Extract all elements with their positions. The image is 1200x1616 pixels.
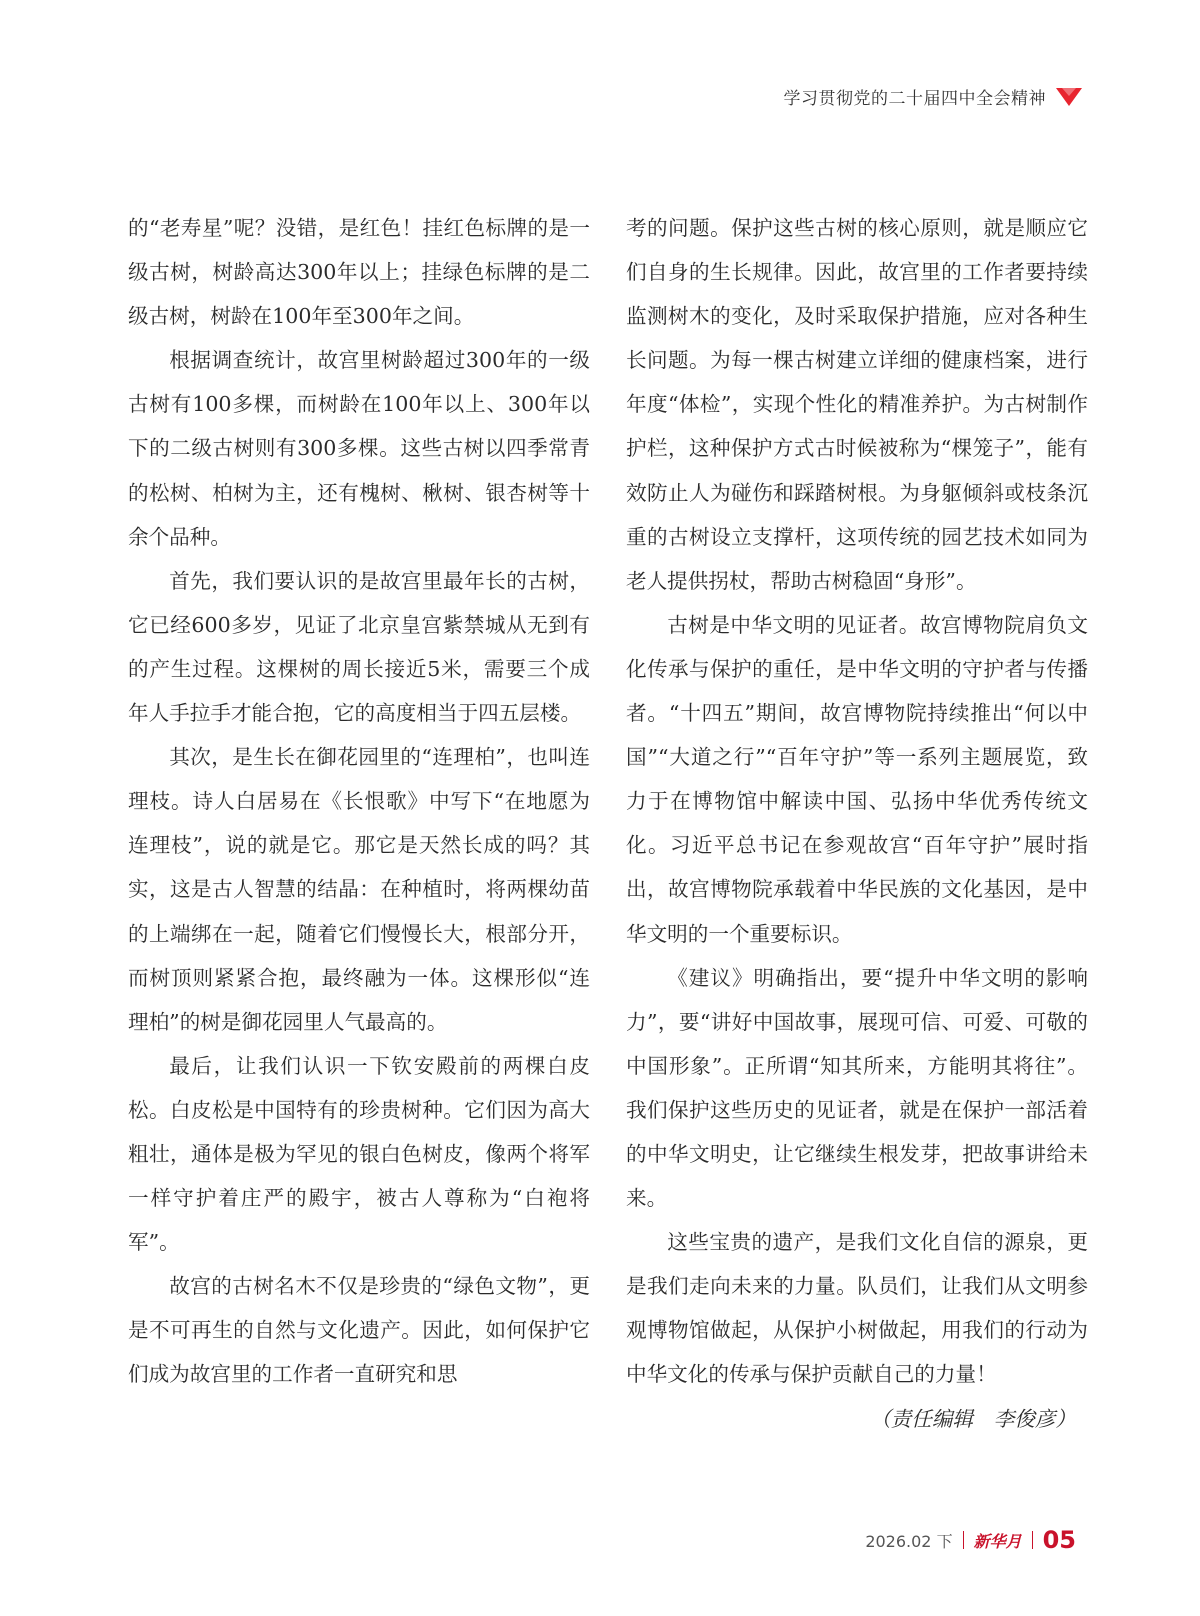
paragraph: 最后，让我们认识一下钦安殿前的两棵白皮松。白皮松是中国特有的珍贵树种。它们因为高大粗壮，通体是极为罕见的银白色树皮，像两个将军一样守护着庄严的殿宇，被古人尊称为“白袍将军”。 bbox=[128, 1053, 590, 1255]
issue-date: 2026.02 下 bbox=[865, 1531, 953, 1551]
paragraph: 根据调查统计，故宫里树龄超过300年的一级古树有100多棵，而树龄在100年以上、300年以下的二级古树则有300多棵。这些古树以四季常青的松树、柏树为主，还有槐树、楸树、银杏树等十余个品种。 bbox=[128, 348, 590, 549]
page-number: 05 bbox=[1042, 1526, 1076, 1554]
magazine-logo: 新华月 bbox=[973, 1531, 1022, 1551]
page-footer bbox=[865, 1526, 1076, 1554]
paragraph: 《建议》明确指出，要“提升中华文明的影响力”，要“讲好中国故事，展现可信、可爱、可敬的中国形象”。正所谓“知其所来，方能明其将往”。我们保护这些历史的见证者，就是在保护一部活着的中华文明史，让它继续生根发芽，把故事讲给未来。 bbox=[626, 965, 1088, 1211]
section-title: 学习贯彻党的二十届四中全会精神 bbox=[783, 89, 1046, 109]
paragraph: 古树是中华文明的见证者。故宫博物院肩负文化传承与保护的重任，是中华文明的守护者与传播者。“十四五”期间，故宫博物院持续推出“何以中国”“大道之行”“百年守护”等一系列主题展览，致力于在博物馆中解读中国、弘扬中华优秀传统文化。习近平总书记在参观故宫“百年守护”展时指出，故宫博物院承载着中华民族的文化基因，是中华文明的一个重要标识。 bbox=[626, 612, 1088, 946]
left-column bbox=[128, 206, 590, 1397]
footer-divider bbox=[963, 1531, 964, 1549]
paragraph: 的“老寿星”呢？没错，是红色！挂红色标牌的是一级古树，树龄高达300年以上；挂绿色标牌的是二级古树，树龄在100年至300年之间。 bbox=[128, 216, 590, 329]
paragraph: 首先，我们要认识的是故宫里最年长的古树，它已经600多岁，见证了北京皇宫紫禁城从无到有的产生过程。这棵树的周长接近5米，需要三个成年人手拉手才能合抱，它的高度相当于四五层楼。 bbox=[128, 568, 590, 726]
paragraph: 考的问题。保护这些古树的核心原则，就是顺应它们自身的生长规律。因此，故宫里的工作者要持续监测树木的变化，及时采取保护措施，应对各种生长问题。为每一棵古树建立详细的健康档案，进行年度“体检”，实现个性化的精准养护。为古树制作护栏，这种保护方式古时候被称为“棵笼子”，能有效防止人为碰伤和踩踏树根。为身躯倾斜或枝条沉重的古树设立支撑杆，这项传统的园艺技术如同为老人提供拐杖，帮助古树稳固“身形”。 bbox=[626, 216, 1088, 593]
triangle-marker-icon bbox=[1056, 86, 1082, 108]
footer-divider bbox=[1032, 1531, 1033, 1549]
paragraph: 这些宝贵的遗产，是我们文化自信的源泉，更是我们走向未来的力量。队员们，让我们从文明参观博物馆做起，从保护小树做起，用我们的行动为中华文化的传承与保护贡献自己的力量！ bbox=[626, 1230, 1088, 1387]
paragraph: 故宫的古树名木不仅是珍贵的“绿色文物”，更是不可再生的自然与文化遗产。因此，如何保护它们成为故宫里的工作者一直研究和思 bbox=[128, 1274, 590, 1387]
section-header bbox=[784, 84, 1083, 109]
paragraph: 其次，是生长在御花园里的“连理柏”，也叫连理枝。诗人白居易在《长恨歌》中写下“在地愿为连理枝”，说的就是它。那它是天然长成的吗？其实，这是古人智慧的结晶：在种植时，将两棵幼苗的上端绑在一起，随着它们慢慢长大，根部分开，而树顶则紧紧合抱，最终融为一体。这棵形似“连理柏”的树是御花园里人气最高的。 bbox=[128, 745, 590, 1034]
editor-credit: （责任编辑 李俊彦） bbox=[870, 1406, 1076, 1431]
right-column bbox=[626, 206, 1088, 1441]
